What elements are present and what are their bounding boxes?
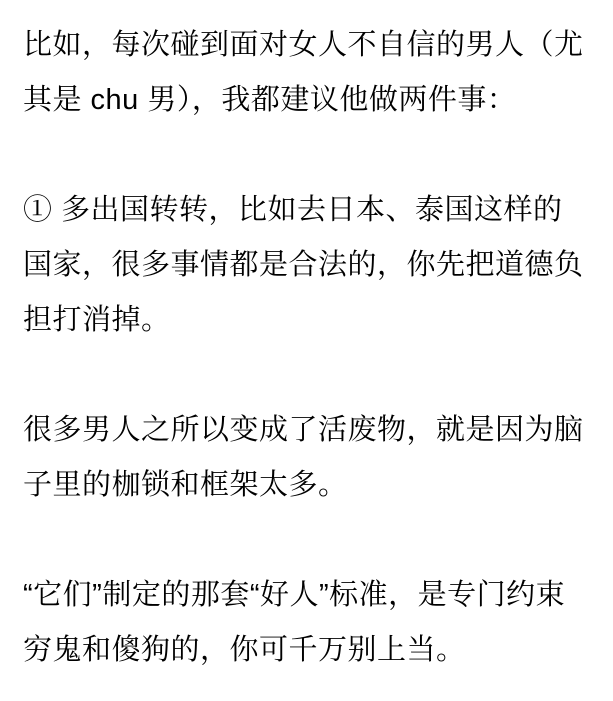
paragraph: 很多男人之所以变成了活废物，就是因为脑子里的枷锁和框架太多。	[23, 414, 584, 501]
paragraph: ① 多出国转转，比如去日本、泰国这样的国家，很多事情都是合法的，你先把道德负担打消掉。	[23, 194, 584, 336]
paragraph: “它们”制定的那套“好人”标准，是专门约束穷鬼和傻狗的，你可千万别上当。	[23, 579, 566, 666]
paragraph: 比如，每次碰到面对女人不自信的男人（尤其是 chu 男），我都建议他做两件事：	[23, 29, 584, 116]
